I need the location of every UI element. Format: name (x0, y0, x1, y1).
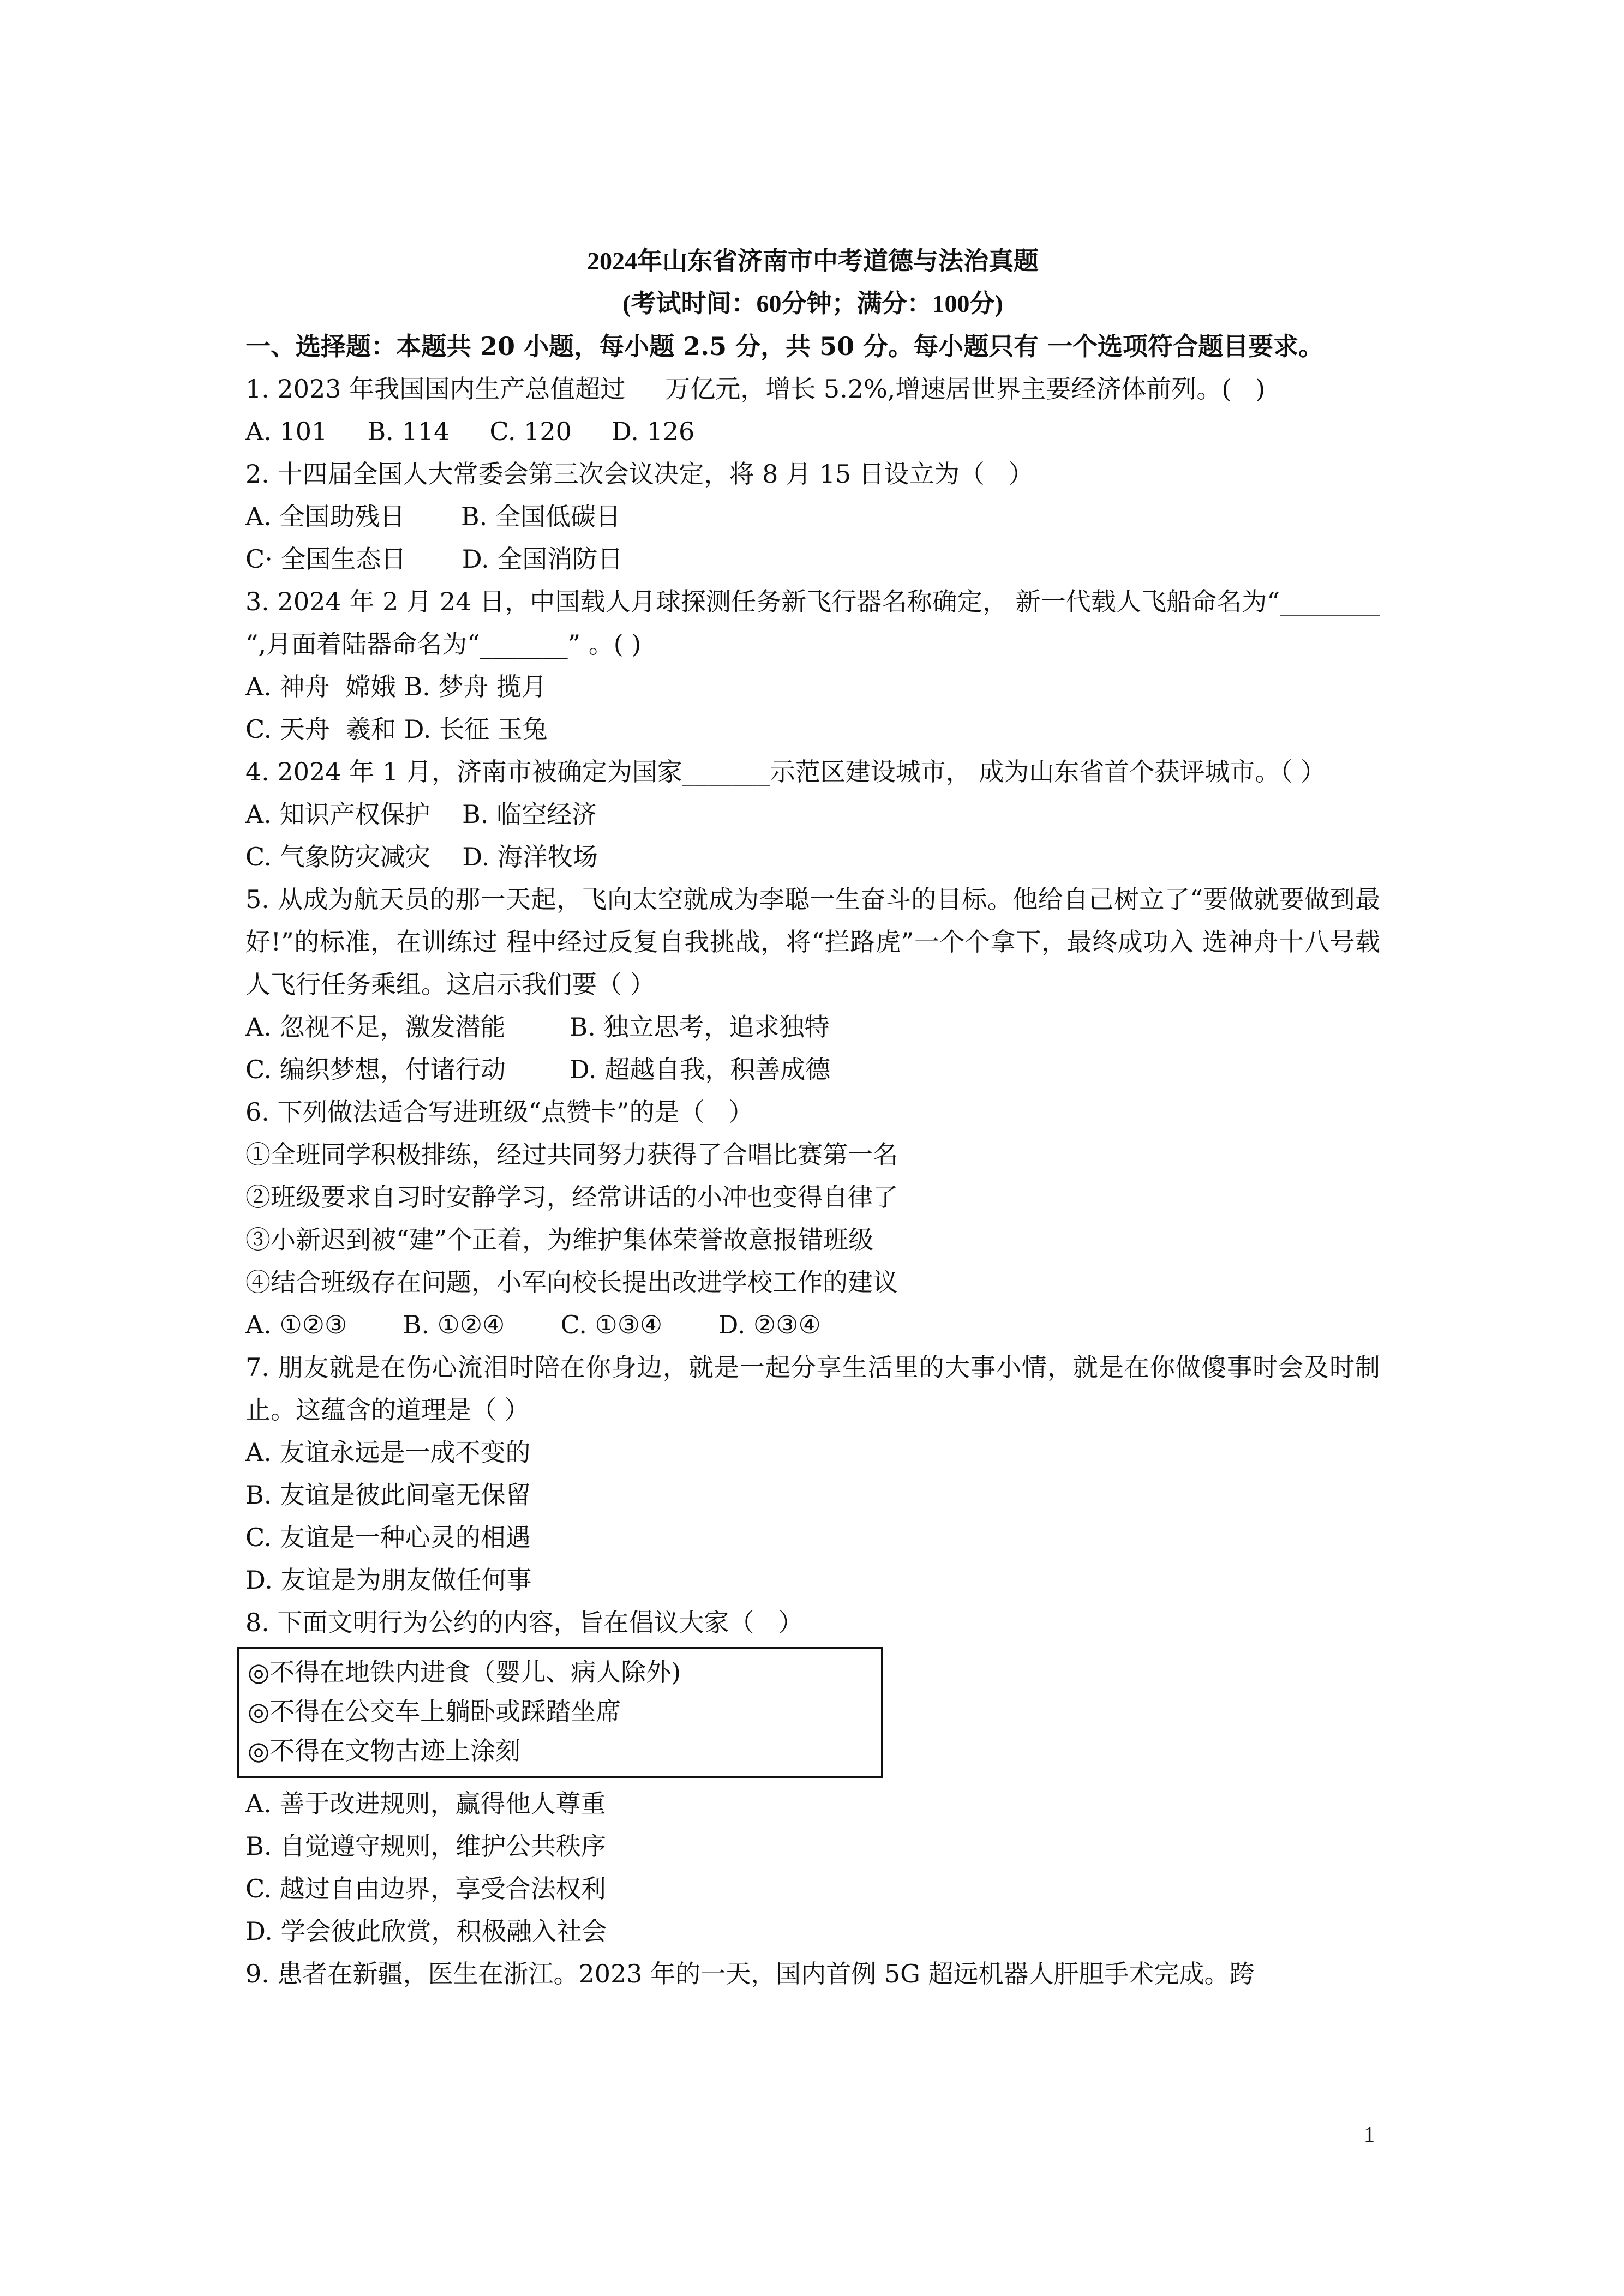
question-stem: 2. 十四届全国人大常委会第三次会议决定，将 8 月 15 日设立为（ ） (245, 459, 1034, 489)
question-stem: 5. 从成为航天员的那一天起，飞向太空就成为李聪一生奋斗的目标。他给自己树立了“要做就要做到最好!”的标准，在训练过 程中经过反复自我挑战，将“拦路虎”一个个拿下，最终成功入 选神舟十八号载人飞行任务乘组。这启示我们要（ ） (245, 885, 1380, 999)
question-2 (245, 453, 1380, 580)
exam-title: 2024年山东省济南市中考道德与法治真题 (587, 247, 1039, 275)
page-number: 1 (1364, 2122, 1375, 2147)
question-4 (245, 750, 1380, 878)
question-stem: 6. 下列做法适合写进班级“点赞卡”的是（ ） (245, 1097, 754, 1127)
statement-item: ②班级要求自习时安静学习，经常讲话的小冲也变得自律了 (245, 1182, 898, 1212)
question-stem: 9. 患者在新疆，医生在浙江。2023 年的一天，国内首例 5G 超远机器人肝胆手术完成。跨 (245, 1959, 1255, 1988)
question-stem: 8. 下面文明行为公约的内容，旨在倡议大家（ ） (245, 1608, 804, 1637)
question-stem: 4. 2024 年 1 月，济南市被确定为国家_______示范区建设城市， 成为山东省首个获评城市。（ ） (245, 757, 1326, 786)
question-options: A. 全国助残日 B. 全国低碳日 (245, 502, 621, 531)
question-options: A. ①②③ B. ①②④ C. ①③④ D. ②③④ (245, 1310, 821, 1339)
question-stem: 3. 2024 年 2 月 24 日，中国载人月球探测任务新飞行器名称确定， 新一代载人飞船命名为“________ “,月面着陆器命名为“_______” 。( ) (245, 587, 1380, 659)
convention-item: ◎不得在文物古迹上涂刻 (248, 1736, 521, 1765)
question-options: A. 神舟 嫦娥 B. 梦舟 揽月 (245, 672, 547, 701)
question-option: D. 友谊是为朋友做任何事 (245, 1565, 532, 1595)
question-stem: 1. 2023 年我国国内生产总值超过 万亿元，增长 5.2%,增速居世界主要经济体前列。( ) (245, 374, 1266, 404)
civility-convention-box (237, 1647, 883, 1778)
question-options: A. 101 B. 114 C. 120 D. 126 (245, 417, 695, 446)
question-3 (245, 580, 1380, 750)
question-option: A. 友谊永远是一成不变的 (245, 1438, 531, 1467)
question-options: A. 知识产权保护 B. 临空经济 (245, 800, 597, 829)
question-6 (245, 1091, 1380, 1346)
question-option: A. 善于改进规则，赢得他人尊重 (245, 1789, 606, 1818)
question-option: B. 友谊是彼此间毫无保留 (245, 1480, 531, 1510)
exam-page-content (245, 240, 1380, 1995)
question-option: B. 自觉遵守规则，维护公共秩序 (245, 1831, 607, 1861)
question-option: C. 越过自由边界，享受合法权利 (245, 1874, 606, 1903)
statement-item: ①全班同学积极排练，经过共同努力获得了合唱比赛第一名 (245, 1140, 898, 1169)
section-heading: 一、选择题：本题共 20 小题，每小题 2.5 分，共 50 分。每小题只有 一个选项符合题目要求。 (245, 332, 1324, 361)
question-options: C. 气象防灾减灾 D. 海洋牧场 (245, 842, 598, 871)
question-option: D. 学会彼此欣赏，积极融入社会 (245, 1916, 607, 1946)
question-8 (245, 1601, 1380, 1952)
question-option: C. 友谊是一种心灵的相遇 (245, 1523, 531, 1552)
statement-item: ③小新迟到被“建”个正着，为维护集体荣誉故意报错班级 (245, 1225, 874, 1254)
question-5 (245, 878, 1380, 1091)
convention-item: ◎不得在地铁内进食（婴儿、病人除外) (248, 1657, 681, 1687)
question-options: C· 全国生态日 D. 全国消防日 (245, 544, 623, 574)
convention-item: ◎不得在公交车上躺卧或踩踏坐席 (248, 1697, 621, 1726)
question-options: A. 忽视不足，激发潜能 B. 独立思考，追求独特 (245, 1012, 830, 1042)
question-7 (245, 1346, 1380, 1601)
question-1 (245, 368, 1380, 453)
question-options: C. 编织梦想，付诸行动 D. 超越自我，积善成德 (245, 1055, 831, 1084)
statement-item: ④结合班级存在问题，小军向校长提出改进学校工作的建议 (245, 1267, 898, 1297)
exam-info: (考试时间：60分钟；满分：100分) (622, 290, 1003, 317)
question-stem: 7. 朋友就是在伤心流泪时陪在你身边，就是一起分享生活里的大事小情，就是在你做傻事时会及时制止。这蕴含的道理是（ ） (245, 1353, 1380, 1425)
question-9 (245, 1952, 1380, 1995)
question-options: C. 天舟 羲和 D. 长征 玉兔 (245, 714, 548, 744)
